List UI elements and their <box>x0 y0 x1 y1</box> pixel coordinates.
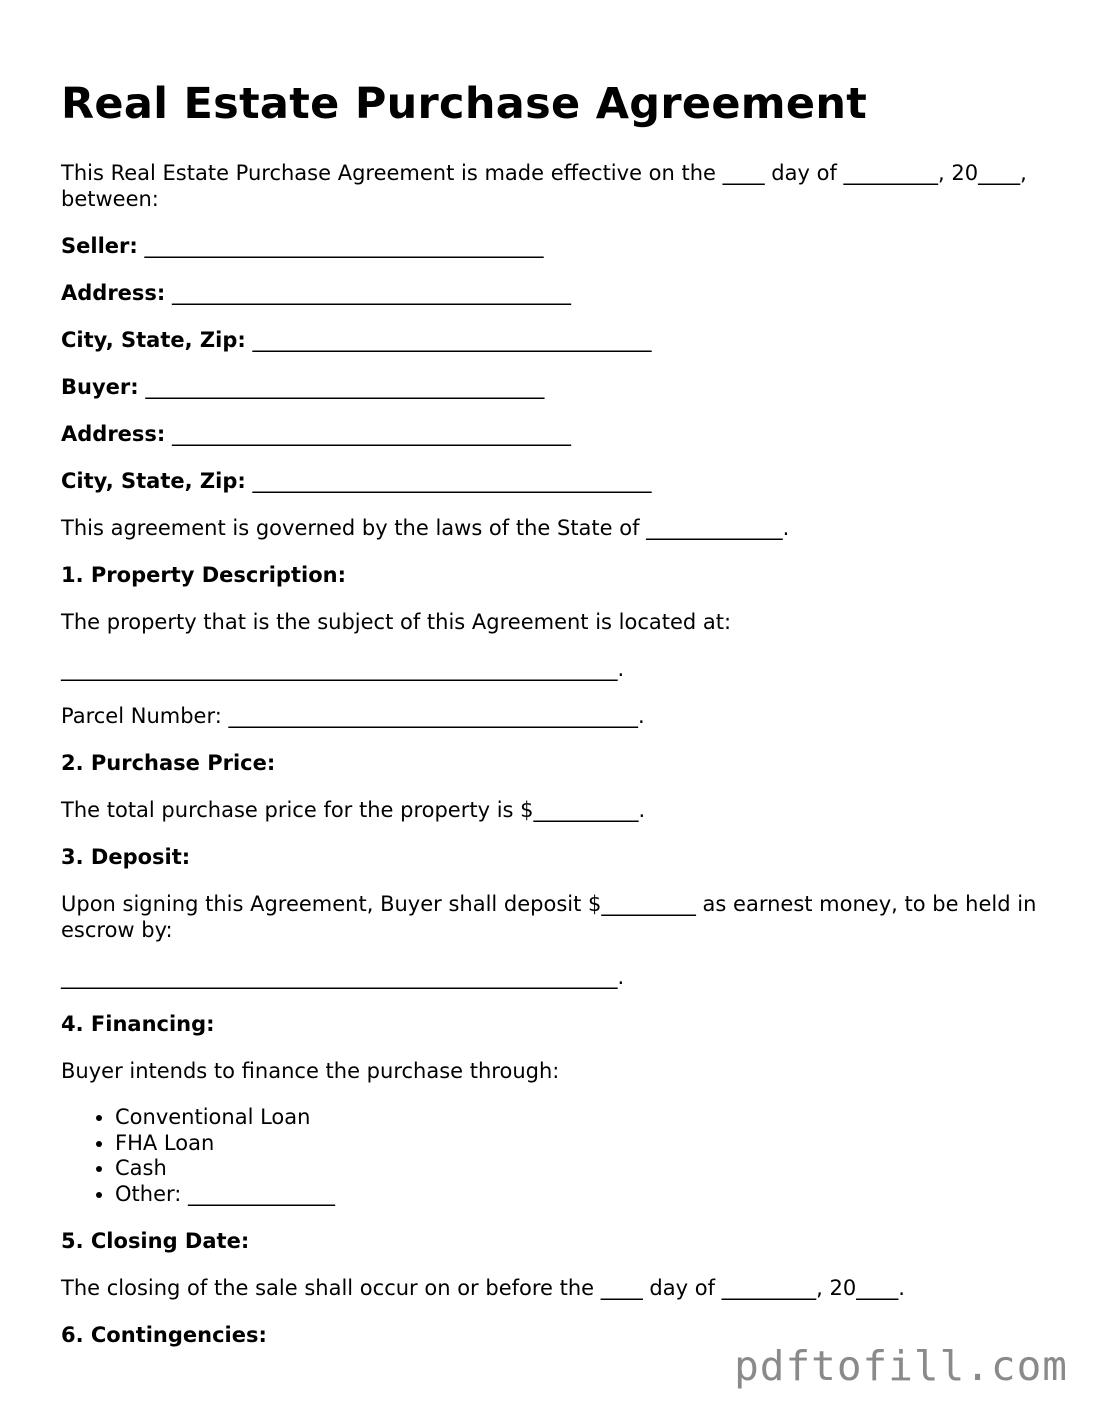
seller-blank: ______________________________________ <box>144 234 544 258</box>
financing-options-list <box>61 1105 1051 1207</box>
seller-city-label: City, State, Zip: <box>61 328 246 352</box>
buyer-city-blank: ______________________________________ <box>252 469 652 493</box>
escrow-holder-blank: _____________________________________________________. <box>61 965 625 989</box>
list-item: • Other: ______________ <box>115 1182 1051 1208</box>
seller-address-label: Address: <box>61 281 166 305</box>
section-heading-closing: 5. Closing Date: <box>61 1229 250 1253</box>
buyer-city-field <box>61 468 1051 494</box>
buyer-label: Buyer: <box>61 375 139 399</box>
intro-paragraph: This Real Estate Purchase Agreement is made effective on the ____ day of _________, 20____, between: <box>61 161 1027 211</box>
section-heading-contingencies: 6. Contingencies: <box>61 1323 267 1347</box>
property-paragraph: The property that is the subject of this Agreement is located at: <box>61 610 732 634</box>
document-page <box>61 78 1051 1369</box>
seller-field <box>61 233 1051 259</box>
watermark: pdftofill.com <box>734 1342 1068 1390</box>
buyer-blank: ______________________________________ <box>145 375 545 399</box>
list-item: • FHA Loan <box>115 1131 1051 1157</box>
buyer-address-blank: ______________________________________ <box>172 422 572 446</box>
seller-address-blank: ______________________________________ <box>172 281 572 305</box>
deposit-paragraph: Upon signing this Agreement, Buyer shall deposit $_________ as earnest money, to be held in escrow by: <box>61 892 1037 942</box>
financing-paragraph: Buyer intends to finance the purchase through: <box>61 1059 560 1083</box>
buyer-field <box>61 374 1051 400</box>
seller-city-blank: ______________________________________ <box>252 328 652 352</box>
buyer-address-label: Address: <box>61 422 166 446</box>
seller-address-field <box>61 280 1051 306</box>
list-item: • Cash <box>115 1156 1051 1182</box>
section-heading-property: 1. Property Description: <box>61 563 346 587</box>
parcel-number-field: Parcel Number: _______________________________________. <box>61 704 645 728</box>
seller-label: Seller: <box>61 234 138 258</box>
list-item: • Conventional Loan <box>115 1105 1051 1131</box>
document-title: Real Estate Purchase Agreement <box>61 79 868 129</box>
price-paragraph: The total purchase price for the property is $__________. <box>61 798 646 822</box>
section-heading-financing: 4. Financing: <box>61 1012 215 1036</box>
seller-city-field <box>61 327 1051 353</box>
closing-paragraph: The closing of the sale shall occur on or before the ____ day of _________, 20____. <box>61 1276 905 1300</box>
buyer-address-field <box>61 421 1051 447</box>
property-location-blank: _____________________________________________________. <box>61 657 625 681</box>
section-heading-price: 2. Purchase Price: <box>61 751 276 775</box>
buyer-city-label: City, State, Zip: <box>61 469 246 493</box>
section-heading-deposit: 3. Deposit: <box>61 845 191 869</box>
governing-law-paragraph: This agreement is governed by the laws of the State of _____________. <box>61 516 790 540</box>
